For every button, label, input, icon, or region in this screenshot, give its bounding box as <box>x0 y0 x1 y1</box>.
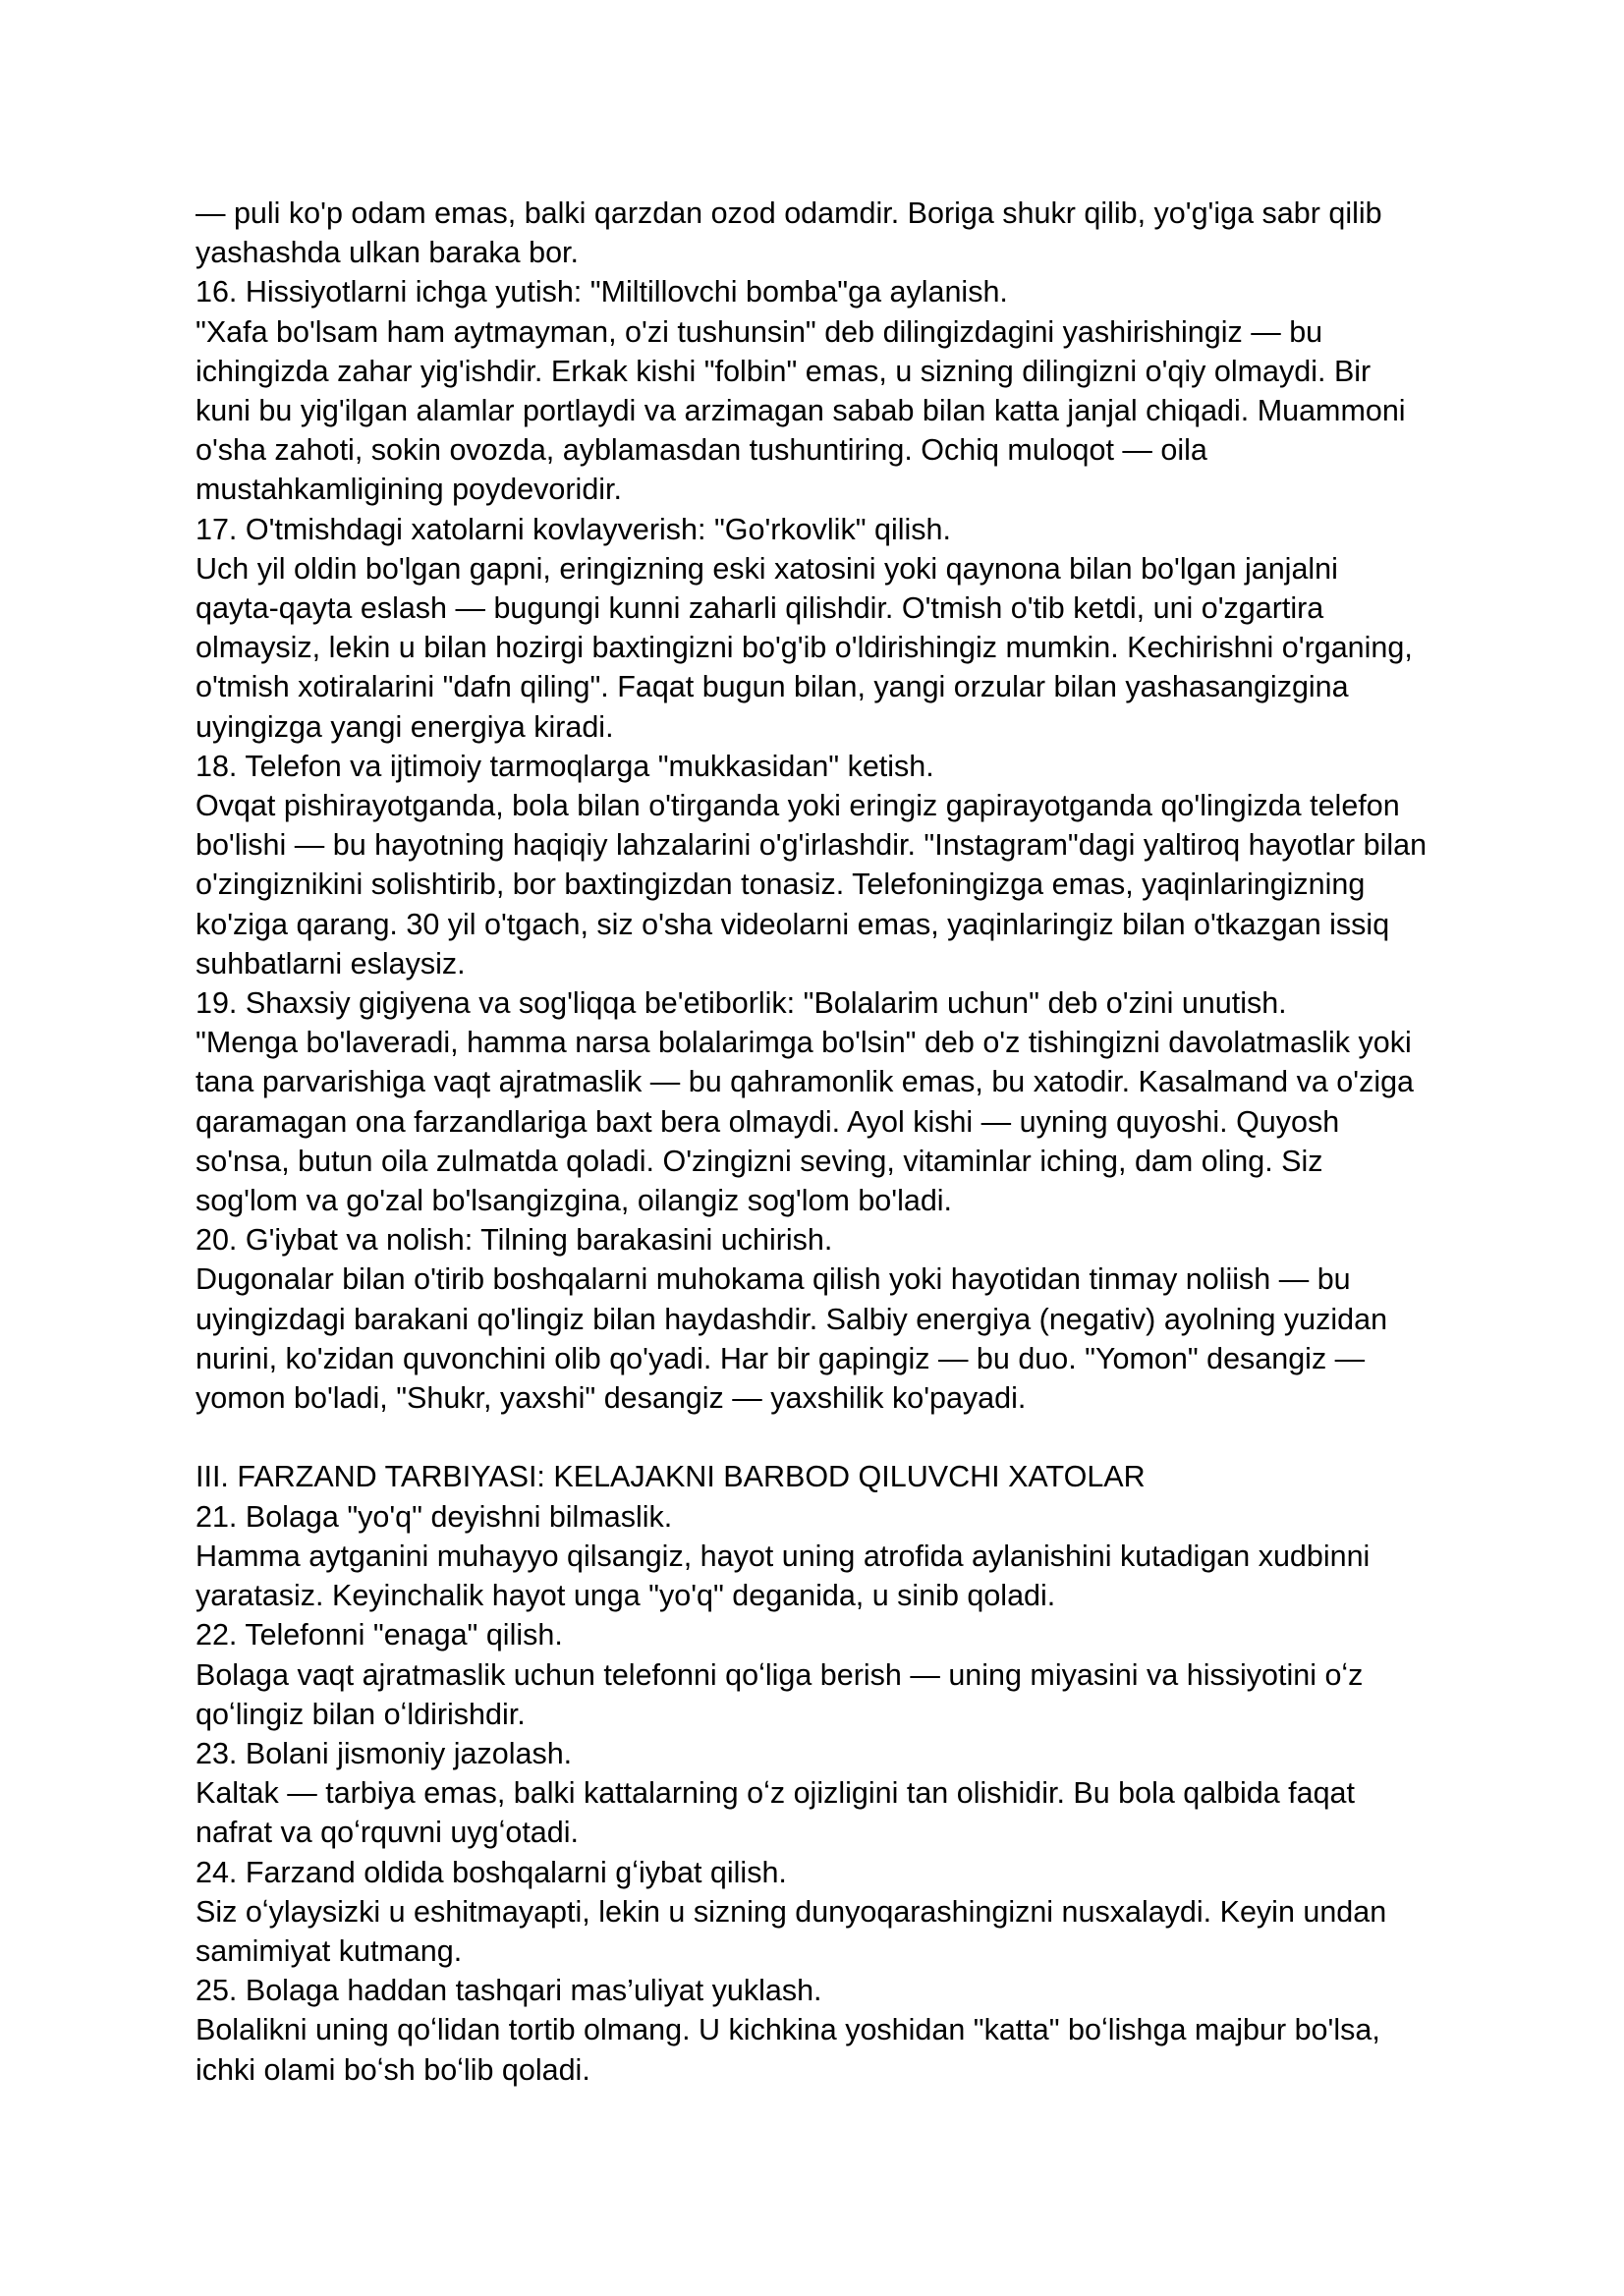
paragraph-body: Siz oʻylaysizki u eshitmayapti, lekin u sizning dunyoqarashingizni nusxalaydi. Keyin undan samimiyat kutmang. <box>196 1894 1387 1968</box>
paragraph-body-continuation: — puli ko'p odam emas, balki qarzdan ozod odamdir. Boriga shukr qilib, yo'g'iga sabr qilib yashashda ulkan baraka bor. <box>196 196 1382 270</box>
paragraph-body: Uch yil oldin bo'lgan gapni, eringizning eski xatosini yoki qaynona bilan bo'lgan janjalni qayta-qayta eslash — bugungi kunni zaharli qilishdir. O'tmish o'tib ketdi, uni o'zgartira olmaysiz, lekin u bilan hozirgi baxtingizni bo'g'ib o'ldirishingiz mumkin. Kechirishni o'rganing, o'tmish xotiralarini "dafn qiling". Faqat bugun bilan, yangi orzular bilan yashasangizgina uyingizga yangi energiya kiradi. <box>196 551 1413 744</box>
page-text-content <box>196 194 1429 2090</box>
paragraph-section-heading: III. FARZAND TARBIYASI: KELAJAKNI BARBOD QILUVCHI XATOLAR <box>196 1460 1146 1494</box>
paragraph-item-title: 21. Bolaga "yo'q" deyishni bilmaslik. <box>196 1499 673 1534</box>
paragraph-item-title: 20. G'iybat va nolish: Tilning barakasini uchirish. <box>196 1223 833 1258</box>
paragraph-item-title: 19. Shaxsiy gigiyena va sog'liqqa be'etiborlik: "Bolalarim uchun" deb o'zini unutish. <box>196 986 1287 1021</box>
paragraph-body: Hamma aytganini muhayyo qilsangiz, hayot uning atrofida aylanishini kutadigan xudbinni yaratasiz. Keyinchalik hayot unga "yo'q" deganida, u sinib qoladi. <box>196 1539 1371 1613</box>
paragraph-item-title: 17. O'tmishdagi xatolarni kovlayverish: "Go'rkovlik" qilish. <box>196 512 951 546</box>
paragraph-item-title: 22. Telefonni "enaga" qilish. <box>196 1618 563 1652</box>
paragraph-item-title: 18. Telefon va ijtimoiy tarmoqlarga "mukkasidan" ketish. <box>196 749 934 783</box>
paragraph-blank <box>196 1418 1429 1457</box>
paragraph-item-title: 16. Hissiyotlarni ichga yutish: "Miltillovchi bomba"ga aylanish. <box>196 275 1008 309</box>
paragraph-body: Kaltak — tarbiya emas, balki kattalarning oʻz ojizligini tan olishidir. Bu bola qalbida faqat nafrat va qoʻrquvni uygʻotadi. <box>196 1776 1355 1850</box>
paragraph-body: Bolalikni uning qoʻlidan tortib olmang. U kichkina yoshidan "katta" boʻlishga majbur bo'lsa, ichki olami boʻsh boʻlib qoladi. <box>196 2013 1380 2087</box>
paragraph-body: "Xafa bo'lsam ham aytmayman, o'zi tushunsin" deb dilingizdagini yashirishingiz — bu ichingizda zahar yig'ishdir. Erkak kishi "folbin" emas, u sizning dilingizni o'qiy olmaydi. Bir kuni bu yig'ilgan alamlar portlaydi va arzimagan sabab bilan katta janjal chiqadi. Muammoni o'sha zahoti, sokin ovozda, ayblamasdan tushuntiring. Ochiq muloqot — oila mustahkamligining poydevoridir. <box>196 314 1406 507</box>
paragraph-body: Ovqat pishirayotganda, bola bilan o'tirganda yoki eringiz gapirayotganda qo'lingizda telefon bo'lishi — bu hayotning haqiqiy lahzalarini o'g'irlashdir. "Instagram"dagi yaltiroq hayotlar bilan o'zingiznikini solishtirib, bor baxtingizdan tonasiz. Telefoningizga emas, yaqinlaringizning ko'ziga qarang. 30 yil o'tgach, siz o'sha videolarni emas, yaqinlaringiz bilan o'tkazgan issiq suhbatlarni eslaysiz. <box>196 789 1428 980</box>
paragraph-body: "Menga bo'laveradi, hamma narsa bolalarimga bo'lsin" deb o'z tishingizni davolatmaslik yoki tana parvarishiga vaqt ajratmaslik — bu qahramonlik emas, bu xatodir. Kasalmand va o'ziga qaramagan ona farzandlariga baxt bera olmaydi. Ayol kishi — uyning quyoshi. Quyosh so'nsa, butun oila zulmatda qoladi. O'zingizni seving, vitaminlar iching, dam oling. Siz sog'lom va go'zal bo'lsangizgina, oilangiz sog'lom bo'ladi. <box>196 1026 1415 1218</box>
paragraph-item-title: 25. Bolaga haddan tashqari mas’uliyat yuklash. <box>196 1974 822 2008</box>
paragraph-body: Bolaga vaqt ajratmaslik uchun telefonni qoʻliga berish — uning miyasini va hissiyotini oʻz qoʻlingiz bilan oʻldirishdir. <box>196 1657 1364 1731</box>
paragraph-body: Dugonalar bilan o'tirib boshqalarni muhokama qilish yoki hayotidan tinmay noliish — bu uyingizdagi barakani qo'lingiz bilan haydashdir. Salbiy energiya (negativ) ayolning yuzidan nurini, ko'zidan quvonchini olib qo'yadi. Har bir gapingiz — bu duo. "Yomon" desangiz — yomon bo'ladi, "Shukr, yaxshi" desangiz — yaxshilik ko'payadi. <box>196 1262 1388 1416</box>
paragraph-item-title: 24. Farzand oldida boshqalarni gʻiybat qilish. <box>196 1855 787 1889</box>
paragraph-item-title: 23. Bolani jismoniy jazolash. <box>196 1736 573 1770</box>
